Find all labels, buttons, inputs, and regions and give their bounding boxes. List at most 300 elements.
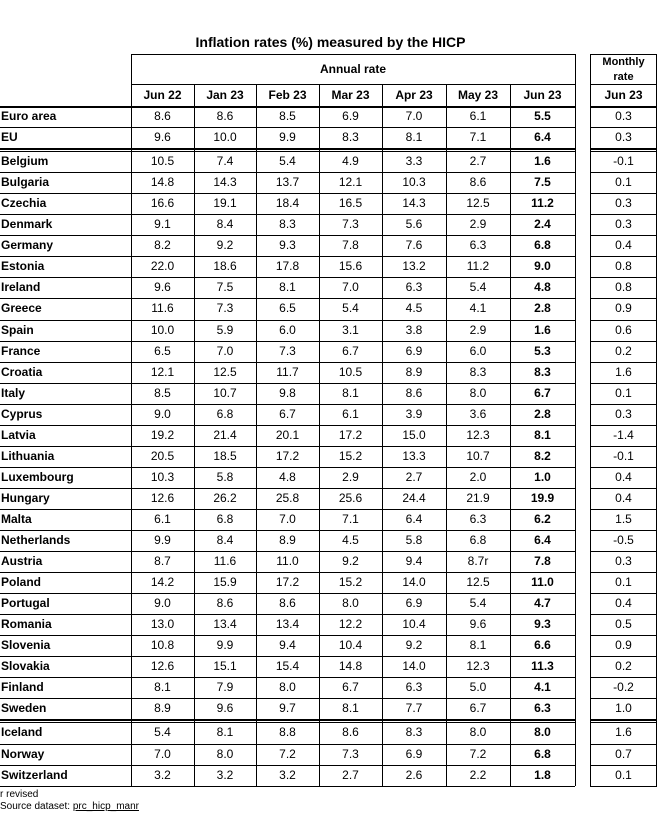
monthly-row <box>590 320 657 341</box>
annual-rate-value: 15.2 <box>338 448 363 463</box>
annual-rate-value: 26.2 <box>213 490 237 505</box>
annual-rate-value: 16.6 <box>150 196 175 211</box>
annual-rate-value: 5.4 <box>279 154 296 169</box>
table-row <box>0 151 575 172</box>
grid-line <box>0 744 575 745</box>
grid-line <box>0 488 575 489</box>
grid-line <box>590 656 657 657</box>
annual-rate-latest: 7.5 <box>534 175 551 190</box>
annual-rate-latest: 8.2 <box>534 448 551 463</box>
grid-line <box>0 551 575 552</box>
annual-rate-latest: 9.0 <box>534 259 551 274</box>
country-name: Iceland <box>1 725 43 740</box>
table-title: Inflation rates (%) measured by the HICP <box>195 34 466 50</box>
table-row <box>0 677 575 698</box>
annual-rate-value: 6.4 <box>405 511 423 526</box>
country-name: Spain <box>1 322 34 337</box>
annual-rate-value: 11.2 <box>466 259 490 274</box>
annual-rate-value: 8.1 <box>279 280 296 295</box>
annual-rate-latest: 4.1 <box>534 680 551 695</box>
annual-rate-value: 6.9 <box>405 596 423 611</box>
monthly-rate-value: 1.6 <box>615 725 632 740</box>
annual-rate-value: 6.8 <box>216 511 234 526</box>
annual-rate-value: 12.1 <box>150 364 175 379</box>
annual-rate-value: 14.0 <box>402 575 426 590</box>
annual-rate-value: 8.0 <box>469 385 487 400</box>
monthly-rate-value: 0.3 <box>615 130 632 145</box>
grid-line <box>0 719 575 721</box>
country-name: Finland <box>1 680 44 695</box>
annual-rate-value: 25.6 <box>338 490 363 505</box>
grid-line <box>382 84 383 786</box>
grid-line <box>590 509 657 510</box>
annual-rate-value: 10.5 <box>150 154 175 169</box>
table-row <box>0 551 575 572</box>
grid-line <box>0 151 575 152</box>
annual-rate-value: 8.1 <box>469 638 487 653</box>
grid-line <box>590 320 657 321</box>
monthly-rate-value: 0.8 <box>615 259 632 274</box>
monthly-row <box>590 256 657 277</box>
annual-rate-value: 9.6 <box>216 701 234 716</box>
column-header: May 23 <box>457 88 499 102</box>
column-header: Mar 23 <box>331 88 370 102</box>
annual-rate-latest: 8.0 <box>534 725 551 740</box>
monthly-row <box>590 362 657 383</box>
monthly-header-line2: rate <box>613 71 634 83</box>
monthly-row <box>590 744 657 765</box>
monthly-row <box>590 635 657 656</box>
table-row <box>0 744 575 765</box>
country-name: Germany <box>1 238 54 253</box>
monthly-rate-value: -0.5 <box>613 533 634 547</box>
grid-line <box>590 127 657 128</box>
annual-rate-value: 4.1 <box>469 301 487 316</box>
grid-line <box>0 298 575 299</box>
annual-rate-value: 2.7 <box>405 469 423 484</box>
monthly-row <box>590 425 657 446</box>
annual-rate-value: 2.9 <box>469 322 487 337</box>
grid-line <box>590 54 591 786</box>
annual-rate-latest: 1.6 <box>534 322 551 337</box>
country-name: Denmark <box>1 217 53 232</box>
annual-rate-value: 9.0 <box>154 596 171 611</box>
grid-line <box>0 106 575 108</box>
grid-line <box>590 765 657 766</box>
country-name: EU <box>1 130 18 145</box>
annual-rate-value: 14.8 <box>338 659 363 674</box>
annual-rate-value: 5.8 <box>216 469 234 484</box>
annual-rate-value: 14.8 <box>150 175 175 190</box>
annual-rate-value: 2.9 <box>342 469 359 484</box>
source-label: Source dataset: <box>0 801 73 812</box>
grid-line <box>590 786 657 787</box>
grid-line <box>0 127 575 128</box>
grid-line <box>590 404 657 405</box>
monthly-rate-value: 0.5 <box>615 617 632 632</box>
country-name: Euro area <box>1 109 57 123</box>
grid-line <box>0 765 575 766</box>
source-line <box>0 801 139 812</box>
annual-rate-latest: 4.7 <box>534 596 551 611</box>
table-row <box>0 698 575 719</box>
monthly-rate-value: 0.1 <box>615 767 632 782</box>
country-name: Croatia <box>1 364 43 379</box>
annual-rate-value: 8.6 <box>216 596 234 611</box>
grid-line <box>590 277 657 278</box>
grid-line <box>0 256 575 257</box>
annual-rate-value: 10.0 <box>150 322 175 337</box>
grid-line <box>0 362 575 363</box>
annual-rate-value: 14.2 <box>150 575 175 590</box>
annual-rate-value: 7.4 <box>216 154 234 169</box>
grid-line <box>575 54 576 786</box>
annual-rate-value: 8.7 <box>154 554 171 569</box>
grid-line <box>590 593 657 594</box>
column-header: Jun 22 <box>143 88 182 102</box>
annual-rate-value: 12.5 <box>213 364 237 379</box>
grid-line <box>590 214 657 215</box>
annual-rate-latest: 5.3 <box>534 343 551 358</box>
monthly-row <box>590 341 657 362</box>
column-header: Apr 23 <box>395 88 433 102</box>
grid-line <box>0 635 575 636</box>
annual-rate-value: 14.3 <box>213 175 237 190</box>
annual-rate-value: 3.3 <box>405 154 423 169</box>
annual-rate-value: 24.4 <box>402 490 426 505</box>
annual-rate-value: 19.2 <box>150 427 175 442</box>
annual-rate-value: 8.9 <box>154 701 171 716</box>
annual-rate-value: 8.8 <box>279 725 296 740</box>
annual-rate-value: 6.3 <box>405 280 423 295</box>
annual-rate-value: 9.2 <box>216 238 234 253</box>
annual-rate-value: 9.6 <box>469 617 487 632</box>
annual-rate-value: 2.9 <box>469 217 487 232</box>
monthly-row <box>590 151 657 172</box>
monthly-row <box>590 172 657 193</box>
monthly-rate-table <box>590 54 657 785</box>
annual-rate-value: 10.4 <box>402 617 426 632</box>
monthly-row <box>590 467 657 488</box>
country-name: Luxembourg <box>1 469 74 484</box>
source-dataset-link[interactable]: prc_hicp_manr <box>72 801 139 812</box>
annual-rate-value: 25.8 <box>275 490 300 505</box>
annual-rate-value: 6.3 <box>405 680 423 695</box>
annual-rate-value: 10.4 <box>338 638 363 653</box>
annual-rate-value: 6.8 <box>469 533 487 547</box>
table-row <box>0 298 575 319</box>
monthly-row <box>590 765 657 786</box>
annual-rate-value: 7.3 <box>216 301 234 316</box>
country-name: Lithuania <box>1 448 55 463</box>
table-row <box>0 383 575 404</box>
grid-line <box>590 383 657 384</box>
annual-rate-value: 20.5 <box>150 448 175 463</box>
annual-rate-value: 14.3 <box>402 196 426 211</box>
monthly-row <box>590 127 657 148</box>
annual-rate-latest: 8.1 <box>534 427 551 442</box>
annual-rate-value: 7.0 <box>154 746 171 761</box>
grid-line <box>0 614 575 615</box>
annual-rate-value: 3.6 <box>469 406 487 421</box>
monthly-row <box>590 509 657 530</box>
country-name: Malta <box>1 511 32 526</box>
country-name: Belgium <box>1 154 49 169</box>
annual-rate-value: 6.3 <box>469 238 487 253</box>
annual-rate-value: 3.1 <box>342 322 359 337</box>
annual-rate-value: 21.9 <box>466 490 490 505</box>
monthly-rate-value: 0.1 <box>615 575 632 590</box>
annual-rate-latest: 6.6 <box>534 638 551 653</box>
grid-line <box>590 635 657 636</box>
annual-rate-value: 2.6 <box>405 767 423 782</box>
grid-line <box>0 148 575 150</box>
annual-rate-value: 6.7 <box>469 701 487 716</box>
column-header: Feb 23 <box>268 88 307 102</box>
monthly-row <box>590 698 657 719</box>
annual-rate-latest: 7.8 <box>534 554 551 569</box>
annual-rate-value: 13.0 <box>150 617 175 632</box>
table-row <box>0 320 575 341</box>
table-row <box>0 722 575 743</box>
grid-line <box>0 214 575 215</box>
country-name: Norway <box>1 746 45 761</box>
grid-line <box>590 530 657 531</box>
grid-line <box>131 54 132 786</box>
grid-line <box>0 786 575 787</box>
monthly-rate-value: 0.3 <box>615 406 632 421</box>
annual-rate-value: 8.3 <box>279 217 296 232</box>
annual-rate-value: 8.9 <box>405 364 423 379</box>
annual-rate-value: 11.7 <box>276 364 299 379</box>
annual-rate-value: 2.0 <box>469 469 487 484</box>
monthly-row <box>590 530 657 551</box>
table-row <box>0 172 575 193</box>
monthly-rate-value: -0.1 <box>613 154 634 169</box>
annual-rate-value: 10.8 <box>150 638 175 653</box>
grid-line <box>590 151 657 152</box>
annual-rate-value: 15.2 <box>338 575 363 590</box>
annual-rate-value: 7.8 <box>342 238 359 253</box>
annual-rate-value: 8.6 <box>216 109 234 123</box>
annual-rate-value: 12.3 <box>466 659 490 674</box>
annual-rate-value: 9.1 <box>154 217 171 232</box>
grid-line <box>0 341 575 342</box>
country-name: Austria <box>1 554 43 569</box>
country-name: Hungary <box>1 490 50 505</box>
grid-line <box>590 551 657 552</box>
grid-line <box>0 320 575 321</box>
annual-rate-value: 9.3 <box>279 238 296 253</box>
annual-rate-value: 8.6 <box>154 109 171 123</box>
grid-line <box>590 298 657 299</box>
table-row <box>0 765 575 786</box>
annual-rate-value: 9.6 <box>154 130 171 145</box>
annual-rate-value: 4.5 <box>405 301 423 316</box>
grid-line <box>590 84 657 85</box>
annual-rate-latest: 5.5 <box>534 109 551 123</box>
monthly-rate-value: 0.7 <box>615 746 632 761</box>
annual-rate-value: 6.7 <box>279 406 296 421</box>
annual-rate-value: 7.2 <box>279 746 296 761</box>
annual-rate-value: 13.7 <box>275 175 300 190</box>
annual-rate-value: 10.5 <box>338 364 363 379</box>
annual-rate-value: 7.0 <box>216 343 234 358</box>
country-name: Slovenia <box>1 638 51 653</box>
annual-rate-value: 10.3 <box>402 175 426 190</box>
monthly-row <box>590 551 657 572</box>
annual-rate-value: 8.2 <box>154 238 171 253</box>
table-row <box>0 256 575 277</box>
annual-rate-table <box>0 54 586 785</box>
grid-line <box>0 404 575 405</box>
annual-rate-value: 2.7 <box>342 767 359 782</box>
annual-rate-latest: 6.4 <box>534 533 551 547</box>
annual-rate-value: 6.9 <box>405 746 423 761</box>
monthly-rate-value: 0.9 <box>615 301 632 316</box>
annual-rate-value: 9.9 <box>216 638 234 653</box>
country-name: France <box>1 343 41 358</box>
annual-rate-latest: 2.8 <box>534 406 551 421</box>
annual-rate-value: 17.8 <box>275 259 300 274</box>
annual-rate-value: 9.9 <box>279 130 296 145</box>
annual-rate-value: 20.1 <box>275 427 300 442</box>
annual-rate-value: 5.0 <box>469 680 487 695</box>
annual-rate-value: 9.9 <box>154 533 171 547</box>
annual-rate-latest: 6.8 <box>534 238 551 253</box>
table-row <box>0 214 575 235</box>
grid-line <box>0 593 575 594</box>
country-name: Czechia <box>1 196 47 211</box>
annual-rate-value: 8.7r <box>467 554 489 569</box>
table-row <box>0 341 575 362</box>
grid-line <box>590 677 657 678</box>
country-name: Italy <box>1 385 26 400</box>
monthly-column-header: Jun 23 <box>604 88 643 102</box>
annual-rate-value: 9.2 <box>405 638 423 653</box>
annual-rate-value: 8.6 <box>279 596 296 611</box>
monthly-rate-value: 0.1 <box>615 175 632 190</box>
grid-line <box>590 106 657 108</box>
annual-rate-value: 6.9 <box>405 343 423 358</box>
monthly-rate-value: -0.1 <box>613 448 634 463</box>
annual-rate-value: 8.3 <box>469 364 487 379</box>
monthly-row <box>590 106 657 127</box>
table-row <box>0 593 575 614</box>
grid-line <box>131 84 575 85</box>
country-name: Bulgaria <box>1 175 50 190</box>
annual-rate-value: 4.8 <box>279 469 296 484</box>
monthly-rate-value: 0.4 <box>615 238 632 253</box>
annual-rate-value: 21.4 <box>213 427 237 442</box>
annual-rate-value: 8.1 <box>342 701 359 716</box>
monthly-row <box>590 383 657 404</box>
column-header: Jan 23 <box>206 88 244 102</box>
monthly-rate-value: 0.3 <box>615 217 632 232</box>
annual-rate-value: 5.8 <box>405 533 423 547</box>
annual-rate-value: 8.0 <box>342 596 359 611</box>
annual-rate-latest: 11.2 <box>531 196 554 211</box>
annual-rate-value: 6.1 <box>154 511 171 526</box>
monthly-row <box>590 404 657 425</box>
annual-rate-value: 12.6 <box>150 659 175 674</box>
annual-rate-value: 8.6 <box>342 725 359 740</box>
monthly-rate-value: 0.1 <box>615 385 632 400</box>
annual-rate-value: 9.7 <box>279 701 296 716</box>
table-row <box>0 362 575 383</box>
monthly-row <box>590 298 657 319</box>
annual-rate-value: 22.0 <box>150 259 175 274</box>
annual-rate-value: 6.1 <box>342 406 359 421</box>
grid-line <box>590 488 657 489</box>
monthly-row <box>590 593 657 614</box>
grid-line <box>0 383 575 384</box>
grid-line <box>0 446 575 447</box>
annual-rate-value: 8.3 <box>405 725 423 740</box>
annual-rate-value: 13.4 <box>275 617 300 632</box>
grid-line <box>590 614 657 615</box>
monthly-rate-value: -0.2 <box>613 680 634 695</box>
country-name: Cyprus <box>1 406 43 421</box>
monthly-rate-value: 0.2 <box>615 659 632 674</box>
annual-rate-value: 8.1 <box>342 385 359 400</box>
monthly-rate-value: 1.6 <box>615 364 632 379</box>
annual-rate-value: 7.0 <box>405 109 423 123</box>
annual-rate-value: 2.7 <box>469 154 487 169</box>
annual-rate-value: 8.6 <box>405 385 423 400</box>
grid-line <box>656 54 657 786</box>
monthly-row <box>590 277 657 298</box>
annual-rate-value: 8.0 <box>279 680 296 695</box>
monthly-row <box>590 193 657 214</box>
table-row <box>0 614 575 635</box>
grid-line <box>590 744 657 745</box>
annual-rate-value: 12.3 <box>466 427 490 442</box>
annual-rate-value: 12.5 <box>466 575 490 590</box>
annual-rate-latest: 6.4 <box>534 130 551 145</box>
grid-line <box>0 425 575 426</box>
table-row <box>0 127 575 148</box>
annual-rate-value: 9.4 <box>405 554 423 569</box>
annual-rate-value: 10.0 <box>213 130 237 145</box>
annual-rate-value: 3.2 <box>279 767 296 782</box>
annual-rate-value: 17.2 <box>338 427 363 442</box>
annual-rate-value: 10.3 <box>150 469 175 484</box>
country-name: Portugal <box>1 596 50 611</box>
grid-line <box>0 509 575 510</box>
annual-rate-value: 5.4 <box>469 280 487 295</box>
monthly-rate-value: 0.2 <box>615 343 632 358</box>
annual-rate-value: 5.4 <box>469 596 487 611</box>
annual-rate-value: 3.2 <box>154 767 171 782</box>
annual-rate-value: 12.2 <box>338 617 363 632</box>
monthly-header-line1: Monthly <box>602 56 645 68</box>
grid-line <box>0 277 575 278</box>
annual-rate-latest: 6.3 <box>534 701 551 716</box>
annual-rate-value: 7.9 <box>216 680 234 695</box>
annual-rate-value: 9.0 <box>154 406 171 421</box>
annual-rate-value: 8.6 <box>469 175 487 190</box>
annual-rate-latest: 2.8 <box>534 301 551 316</box>
annual-rate-value: 6.0 <box>279 322 296 337</box>
annual-rate-value: 7.5 <box>216 280 234 295</box>
annual-rate-value: 13.4 <box>213 617 237 632</box>
annual-rate-value: 9.4 <box>279 638 296 653</box>
monthly-rate-value: 0.6 <box>615 322 632 337</box>
annual-rate-value: 18.5 <box>213 448 237 463</box>
table-row <box>0 235 575 256</box>
grid-line <box>0 656 575 657</box>
